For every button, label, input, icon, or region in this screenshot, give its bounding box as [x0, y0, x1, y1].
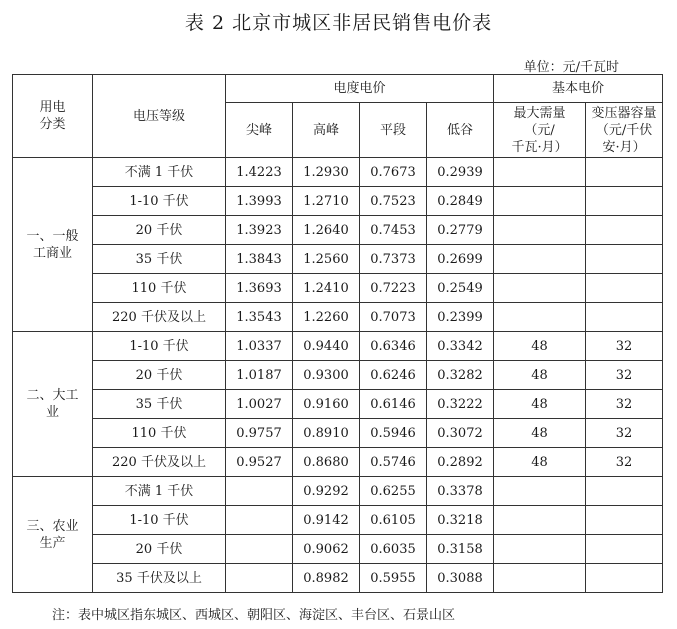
- peak-cell: [226, 506, 293, 535]
- flat-cell: 0.6146: [360, 390, 427, 419]
- voltage-cell: 20 千伏: [93, 361, 226, 390]
- valley-cell: 0.3222: [427, 390, 494, 419]
- demand-cell: [494, 506, 586, 535]
- header-basic-price: 基本电价: [494, 75, 663, 103]
- demand-cell: 48: [494, 448, 586, 477]
- voltage-cell: 35 千伏及以上: [93, 564, 226, 593]
- table-row: [13, 245, 663, 274]
- table-row: [13, 158, 663, 187]
- high-cell: 1.2710: [293, 187, 360, 216]
- peak-cell: 1.0337: [226, 332, 293, 361]
- high-cell: 0.9440: [293, 332, 360, 361]
- peak-cell: 1.3923: [226, 216, 293, 245]
- table-row: [13, 564, 663, 593]
- flat-cell: 0.7223: [360, 274, 427, 303]
- table-title: 表 2 北京市城区非居民销售电价表: [184, 12, 493, 34]
- valley-cell: 0.3088: [427, 564, 494, 593]
- peak-cell: 1.3693: [226, 274, 293, 303]
- table-row: [13, 419, 663, 448]
- valley-cell: 0.3072: [427, 419, 494, 448]
- high-cell: 1.2560: [293, 245, 360, 274]
- valley-cell: 0.3158: [427, 535, 494, 564]
- high-cell: 0.9300: [293, 361, 360, 390]
- voltage-cell: 110 千伏: [93, 274, 226, 303]
- peak-cell: 1.4223: [226, 158, 293, 187]
- voltage-cell: 20 千伏: [93, 535, 226, 564]
- peak-cell: 0.9757: [226, 419, 293, 448]
- capacity-cell: [586, 564, 663, 593]
- peak-cell: 1.0187: [226, 361, 293, 390]
- flat-cell: 0.5746: [360, 448, 427, 477]
- voltage-cell: 110 千伏: [93, 419, 226, 448]
- high-cell: 1.2410: [293, 274, 360, 303]
- header-flat: 平段: [360, 103, 427, 158]
- category-cell: 一、一般 工商业: [13, 158, 93, 332]
- peak-cell: 1.3843: [226, 245, 293, 274]
- flat-cell: 0.7073: [360, 303, 427, 332]
- voltage-cell: 不满 1 千伏: [93, 158, 226, 187]
- valley-cell: 0.2849: [427, 187, 494, 216]
- voltage-cell: 1-10 千伏: [93, 506, 226, 535]
- demand-cell: [494, 535, 586, 564]
- flat-cell: 0.6246: [360, 361, 427, 390]
- high-cell: 0.8982: [293, 564, 360, 593]
- valley-cell: 0.2399: [427, 303, 494, 332]
- peak-cell: [226, 477, 293, 506]
- peak-cell: 0.9527: [226, 448, 293, 477]
- capacity-cell: 32: [586, 332, 663, 361]
- peak-cell: 1.0027: [226, 390, 293, 419]
- capacity-cell: [586, 535, 663, 564]
- price-table: [12, 74, 663, 593]
- voltage-cell: 35 千伏: [93, 390, 226, 419]
- high-cell: 0.9142: [293, 506, 360, 535]
- demand-cell: [494, 245, 586, 274]
- flat-cell: 0.6346: [360, 332, 427, 361]
- capacity-cell: [586, 187, 663, 216]
- high-cell: 0.9292: [293, 477, 360, 506]
- table-row: [13, 332, 663, 361]
- demand-cell: [494, 274, 586, 303]
- valley-cell: 0.2939: [427, 158, 494, 187]
- header-valley: 低谷: [427, 103, 494, 158]
- flat-cell: 0.5955: [360, 564, 427, 593]
- header-transformer: 变压器容量 （元/千伏 安·月）: [586, 103, 663, 158]
- header-energy-price: 电度电价: [226, 75, 494, 103]
- peak-cell: [226, 535, 293, 564]
- capacity-cell: 32: [586, 419, 663, 448]
- capacity-cell: 32: [586, 390, 663, 419]
- valley-cell: 0.3378: [427, 477, 494, 506]
- demand-cell: [494, 477, 586, 506]
- demand-cell: [494, 564, 586, 593]
- capacity-cell: [586, 158, 663, 187]
- flat-cell: 0.7673: [360, 158, 427, 187]
- capacity-cell: 32: [586, 361, 663, 390]
- footnote: 注：表中城区指东城区、西城区、朝阳区、海淀区、丰台区、石景山区: [52, 608, 456, 623]
- peak-cell: [226, 564, 293, 593]
- table-row: [13, 303, 663, 332]
- table-row: [13, 535, 663, 564]
- voltage-cell: 220 千伏及以上: [93, 303, 226, 332]
- valley-cell: 0.3218: [427, 506, 494, 535]
- demand-cell: [494, 158, 586, 187]
- demand-cell: 48: [494, 419, 586, 448]
- flat-cell: 0.6035: [360, 535, 427, 564]
- category-cell: 二、大工 业: [13, 332, 93, 477]
- header-voltage: 电压等级: [93, 75, 226, 158]
- capacity-cell: 32: [586, 448, 663, 477]
- demand-cell: 48: [494, 390, 586, 419]
- voltage-cell: 1-10 千伏: [93, 332, 226, 361]
- high-cell: 0.9160: [293, 390, 360, 419]
- high-cell: 1.2640: [293, 216, 360, 245]
- capacity-cell: [586, 506, 663, 535]
- flat-cell: 0.7453: [360, 216, 427, 245]
- high-cell: 0.8910: [293, 419, 360, 448]
- valley-cell: 0.2779: [427, 216, 494, 245]
- high-cell: 1.2930: [293, 158, 360, 187]
- valley-cell: 0.2699: [427, 245, 494, 274]
- header-max-demand: 最大需量 （元/ 千瓦·月）: [494, 103, 586, 158]
- demand-cell: [494, 216, 586, 245]
- voltage-cell: 1-10 千伏: [93, 187, 226, 216]
- header-category: 用电 分类: [13, 75, 93, 158]
- header-high: 高峰: [293, 103, 360, 158]
- voltage-cell: 35 千伏: [93, 245, 226, 274]
- capacity-cell: [586, 245, 663, 274]
- high-cell: 1.2260: [293, 303, 360, 332]
- demand-cell: [494, 303, 586, 332]
- voltage-cell: 220 千伏及以上: [93, 448, 226, 477]
- high-cell: 0.8680: [293, 448, 360, 477]
- peak-cell: 1.3993: [226, 187, 293, 216]
- table-row: [13, 187, 663, 216]
- capacity-cell: [586, 303, 663, 332]
- voltage-cell: 20 千伏: [93, 216, 226, 245]
- valley-cell: 0.3282: [427, 361, 494, 390]
- demand-cell: 48: [494, 332, 586, 361]
- unit-label: 单位：元/千瓦时: [523, 60, 619, 75]
- flat-cell: 0.5946: [360, 419, 427, 448]
- valley-cell: 0.2549: [427, 274, 494, 303]
- voltage-cell: 不满 1 千伏: [93, 477, 226, 506]
- capacity-cell: [586, 477, 663, 506]
- table-body: [13, 158, 663, 593]
- capacity-cell: [586, 216, 663, 245]
- high-cell: 0.9062: [293, 535, 360, 564]
- table-row: [13, 506, 663, 535]
- valley-cell: 0.3342: [427, 332, 494, 361]
- flat-cell: 0.7373: [360, 245, 427, 274]
- table-row: [13, 448, 663, 477]
- table-row: [13, 361, 663, 390]
- table-row: [13, 477, 663, 506]
- table-row: [13, 274, 663, 303]
- table-row: [13, 390, 663, 419]
- demand-cell: [494, 187, 586, 216]
- valley-cell: 0.2892: [427, 448, 494, 477]
- category-cell: 三、农业 生产: [13, 477, 93, 593]
- demand-cell: 48: [494, 361, 586, 390]
- flat-cell: 0.6105: [360, 506, 427, 535]
- table-row: [13, 216, 663, 245]
- flat-cell: 0.6255: [360, 477, 427, 506]
- header-peak: 尖峰: [226, 103, 293, 158]
- peak-cell: 1.3543: [226, 303, 293, 332]
- flat-cell: 0.7523: [360, 187, 427, 216]
- capacity-cell: [586, 274, 663, 303]
